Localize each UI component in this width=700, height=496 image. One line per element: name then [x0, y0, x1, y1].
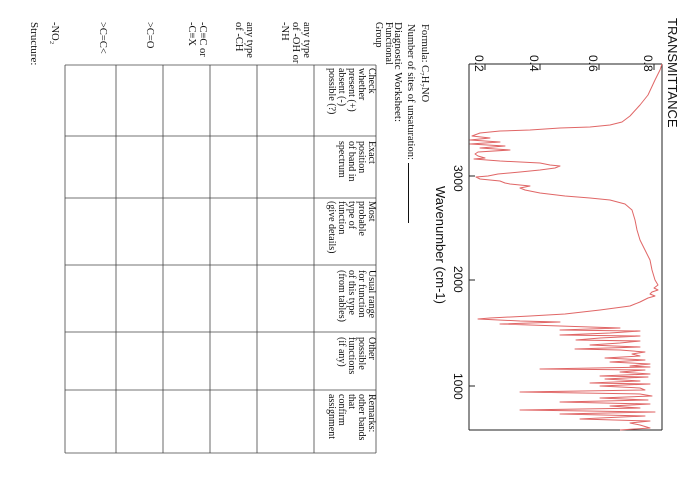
worksheet-title: Diagnostic Worksheet:: [392, 22, 404, 123]
header-exact-position: Exact position of band in spectrum: [336, 141, 377, 182]
header-usual-range: Usual range for function of this type (from tables): [336, 270, 377, 322]
header-other-functions: Other possible functions (if any): [336, 337, 377, 375]
header-probable-function: Most probable type of function (give details): [326, 201, 377, 254]
y-tick-label: 0.8: [641, 55, 655, 72]
row-label-triple-bond: -C≡C or -C≡X: [186, 22, 208, 57]
y-tick-label: 0.6: [586, 55, 600, 72]
row-label-nitro: -NO₂: [49, 22, 60, 45]
x-tick-label: 3000: [451, 165, 465, 192]
x-tick-label: 2000: [451, 266, 465, 293]
row-label-ch: any type of -CH: [233, 22, 255, 58]
row-label-carbonyl: >C=O: [144, 22, 155, 49]
unsaturation-label: Number of sites of unsaturation:: [405, 24, 418, 223]
row-label-alkene: >C=C<: [97, 22, 108, 54]
formula-label: Formula: C₇H₇NO: [419, 24, 430, 103]
y-tick-label: 0.2: [472, 55, 486, 72]
header-functional-group: Functional Group: [373, 22, 394, 65]
header-check-presence: Check whether present (+) absent (-) possible (?): [326, 68, 377, 115]
y-tick-label: 0.4: [527, 55, 541, 72]
y-axis-title: TRANSMITTANCE: [665, 18, 680, 128]
x-axis-title: Wavenumber (cm-1): [433, 186, 448, 304]
structure-label: Structure:: [28, 22, 40, 66]
x-tick-label: 1000: [451, 373, 465, 400]
header-remarks: Remarks: other bands that confirm assignment: [326, 394, 377, 441]
row-label-oh-nh: any type of -OH or -NH: [279, 22, 312, 64]
